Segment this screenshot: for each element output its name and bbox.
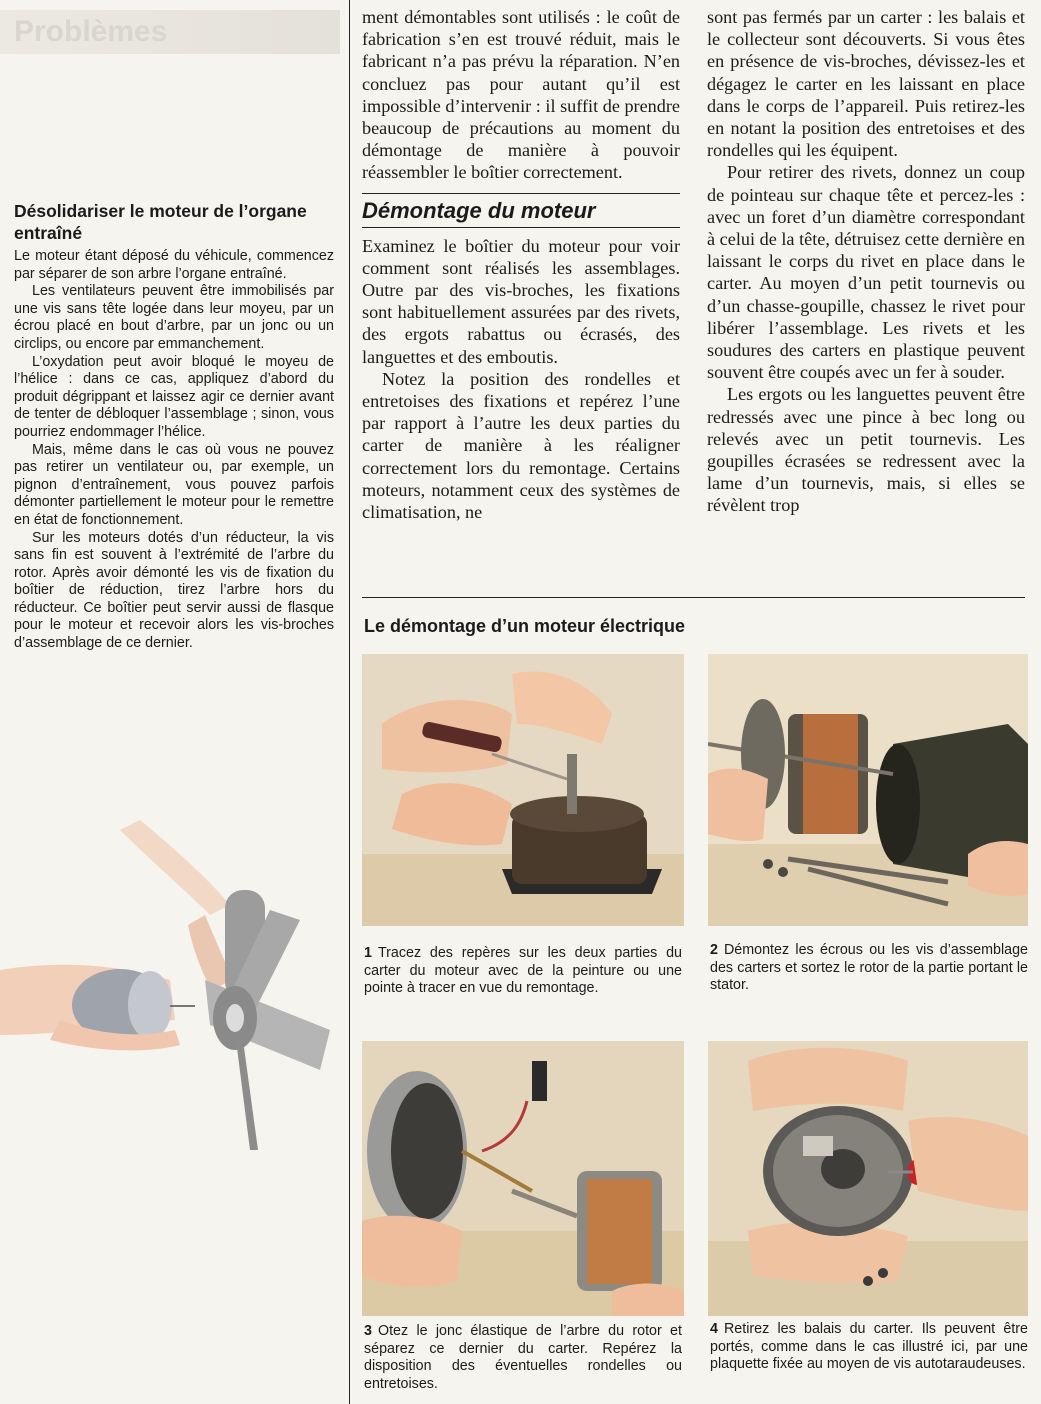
step-4-photo — [708, 1041, 1028, 1316]
sidebar-paragraph: Mais, même dans le cas où vous ne pouvez pas retirer un ventilateur ou, par exemple, un pignon d’entraînement, vous pouvez parfois démonter partiellement le moteur pour le remettre en état de fonctionnement. — [14, 441, 334, 528]
section-heading: Démontage du moteur — [362, 197, 596, 223]
sidebar-heading: Désolidariser le moteur de l’organe entraîné — [14, 201, 307, 243]
step-1-number: 1 — [364, 945, 372, 961]
step-2-photo — [708, 654, 1028, 926]
sidebar-paragraph: Les ventilateurs peuvent être immobilisés par une vis sans tête logée dans leur moyeu, par un écrou placé en bout d’arbre, par un jonc ou un circlips, ou encore par emmanchement. — [14, 283, 334, 352]
right-column — [707, 6, 1025, 517]
sidebar-paragraph: Le moteur étant déposé du véhicule, commencez par séparer de son arbre l’organe entraîné. — [14, 248, 334, 282]
middle-intro: ment démontables sont utilisés : le coût de fabrication s’en est trouvé réduit, mais le fabricant n’a pas prévu la réparation. N’en concluez pas pour autant qu’il est impossible d’intervenir : il suffit de prendre beaucoup de précautions au moment du démontage de manière à pouvoir réassembler le boîtier correctement. — [362, 7, 680, 183]
middle-paragraph: Examinez le boîtier du moteur pour voir comment sont réalisés les assemblages. Outre par des vis-broches, les fixations sont habituellement assurées par des rivets, des ergots rabattus ou écrasés, des languettes et des emboutis. — [362, 235, 680, 367]
step-4-text: Retirez les balais du carter. Ils peuvent être portés, comme dans le cas illustré ici, par une plaquette fixée au moyen de vis autotaraudeuses. — [710, 1321, 1028, 1373]
column-divider — [349, 0, 350, 1404]
step-1-caption — [364, 945, 682, 998]
sidebar — [14, 200, 334, 653]
step-3-photo — [362, 1041, 684, 1316]
step-1-text: Tracez des repères sur les deux parties du carter du moteur avec de la peinture ou une pointe à tracer en vue du remontage. — [364, 945, 682, 997]
faded-header: Problèmes — [0, 10, 340, 54]
step-3-text: Otez le jonc élastique de l’arbre du rotor et séparez ce dernier du carter. Repérez la disposition des éventuelles rondelles ou entretoises. — [364, 1323, 682, 1392]
step-1-photo — [362, 654, 684, 926]
step-4-number: 4 — [710, 1321, 718, 1337]
sidebar-paragraph: Sur les moteurs dotés d’un réducteur, la vis sans fin est souvent à l’extrémité de l’arbre du rotor. Après avoir démonté les vis de fixation du boîtier de réduction, tirez l’arbre hors du réducteur. Ce boîtier peut servir aussi de flasque pour le moteur et recevoir alors les vis-broches d’assemblage de ce dernier. — [14, 529, 334, 652]
step-4-caption — [710, 1321, 1028, 1374]
step-2-number: 2 — [710, 942, 718, 958]
sidebar-paragraph: L’oxydation peut avoir bloqué le moyeu de l’hélice : dans ce cas, appliquez d’abord du produit dégrippant et laissez agir ce dernier avant de tenter de débloquer l’assemblage ; sinon, vous pourriez endommager l’hélice. — [14, 353, 334, 440]
step-2-caption — [710, 942, 1028, 995]
right-paragraph: Pour retirer des rivets, donnez un coup de pointeau sur chaque tête et percez-les : avec un foret d’un diamètre correspondant à celui de la tête, détruisez cette dernière en laissant le corps du rivet en place dans le carter. Au moyen d’un petit tournevis ou d’un chasse-goupille, chassez le rivet pour libérer l’assemblage. Les rivets et les soudures des carters en plastique peuvent souvent être coupés avec un fer à souder. — [707, 162, 1025, 383]
middle-column — [362, 6, 680, 523]
fan-motor-illustration — [0, 820, 340, 1150]
right-paragraph: sont pas fermés par un carter : les balais et le collecteur sont découverts. Si vous êtes en présence de vis-broches, dévissez-les et dégagez le carter en les laissant en place dans le corps de l’appareil. Puis retirez-les en notant la position des entretoises et des rondelles qui les équipent. — [707, 7, 1025, 161]
figure-rule — [362, 597, 1025, 598]
figure-title: Le démontage d’un moteur électrique — [364, 616, 686, 636]
middle-paragraph: Notez la position des rondelles et entretoises des fixations et repérez l’une par rapport à l’autre les deux parties du carter de manière à les réaligner correctement lors du remontage. Certains moteurs, notamment ceux des systèmes de climatisation, ne — [362, 368, 680, 523]
step-3-caption — [364, 1323, 682, 1393]
step-3-number: 3 — [364, 1323, 372, 1339]
step-2-text: Démontez les écrous ou les vis d’assemblage des carters et sortez le rotor de la partie portant le stator. — [710, 942, 1028, 994]
right-paragraph: Les ergots ou les languettes peuvent être redressés avec une pince à bec long ou relevés avec un petit tournevis. Les goupilles écrasées se redressent avec la lame d’un tournevis, mais, si elles se révèlent trop — [707, 384, 1025, 516]
section-heading-box — [362, 193, 680, 228]
